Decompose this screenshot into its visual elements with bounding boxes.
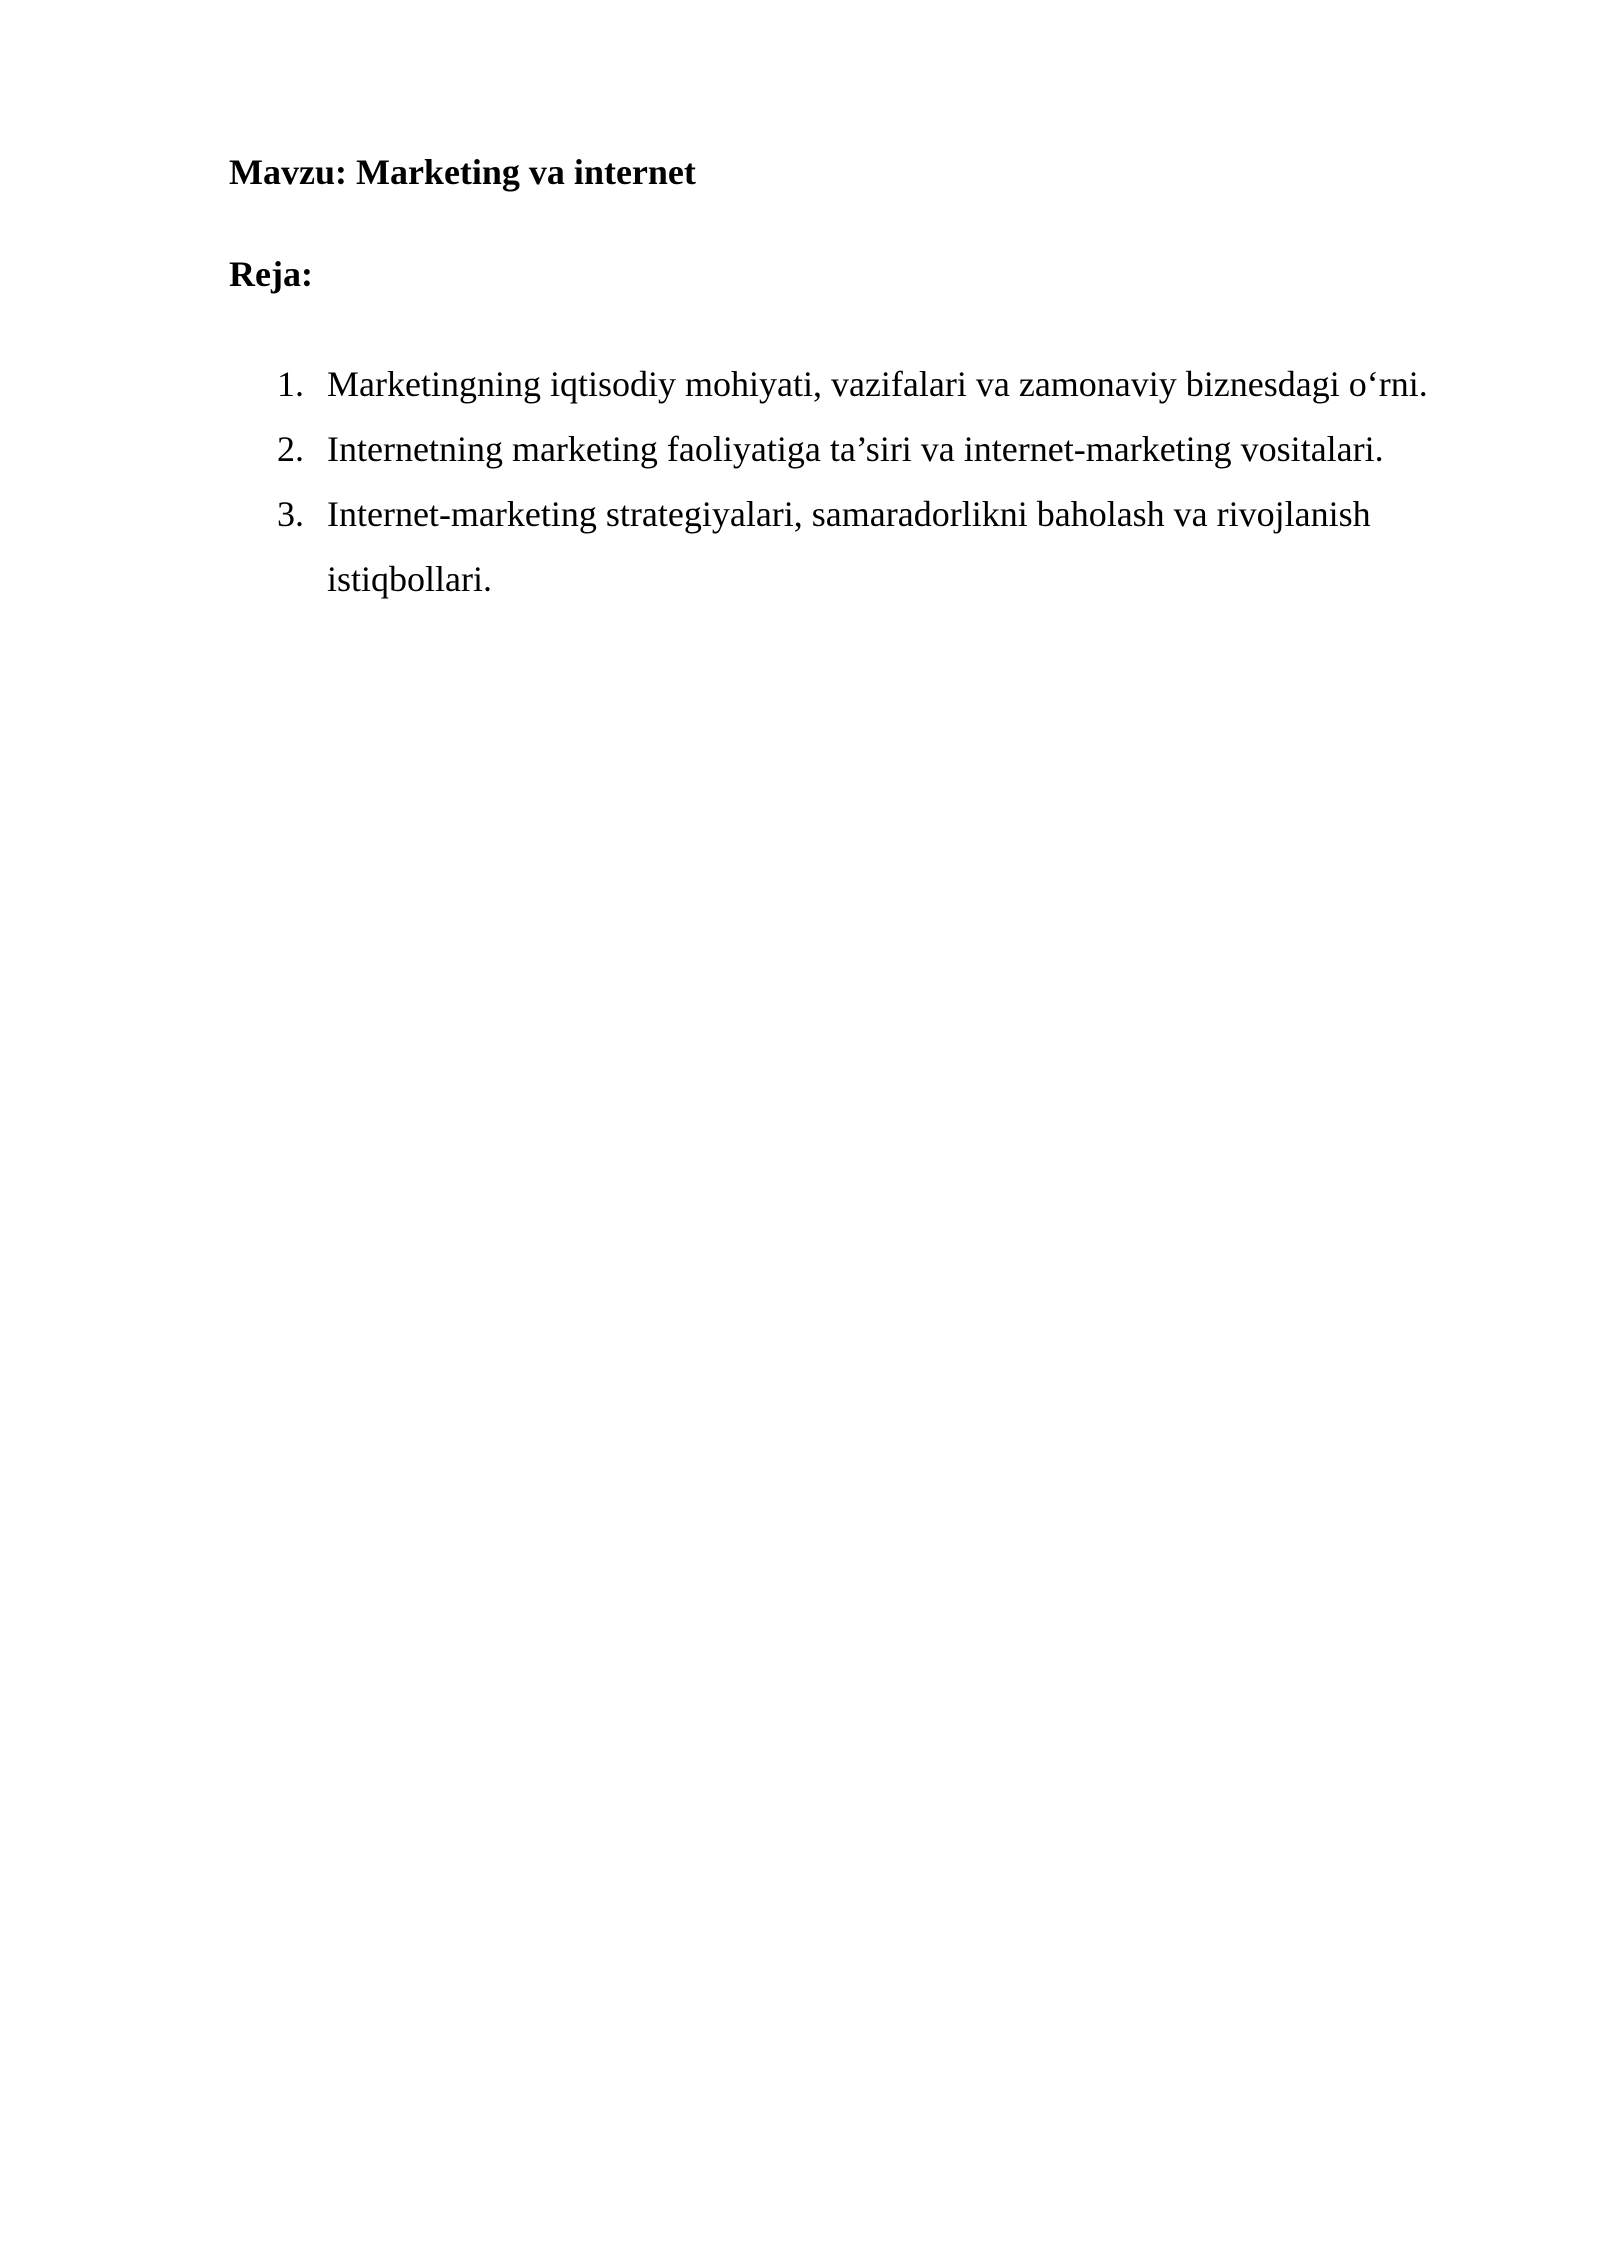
plan-item-text: Marketingning iqtisodiy mohiyati, vazifalari va zamonaviy biznesdagi o‘rni. bbox=[327, 364, 1428, 404]
plan-list bbox=[229, 352, 1489, 612]
topic-title: Mavzu: Marketing va internet bbox=[229, 152, 696, 192]
document-content bbox=[229, 146, 1489, 612]
plan-item-number: 2. bbox=[277, 429, 304, 469]
plan-item-1 bbox=[229, 352, 1489, 417]
plan-item-3 bbox=[229, 482, 1489, 612]
plan-item-text: Internet-marketing strategiyalari, samaradorlikni baholash va rivojlanish istiqbollari. bbox=[327, 494, 1371, 599]
plan-item-number: 1. bbox=[277, 364, 304, 404]
plan-item-2 bbox=[229, 417, 1489, 482]
plan-item-text: Internetning marketing faoliyatiga ta’siri va internet-marketing vositalari. bbox=[327, 429, 1384, 469]
plan-heading: Reja: bbox=[229, 254, 313, 294]
plan-item-number: 3. bbox=[277, 494, 304, 534]
